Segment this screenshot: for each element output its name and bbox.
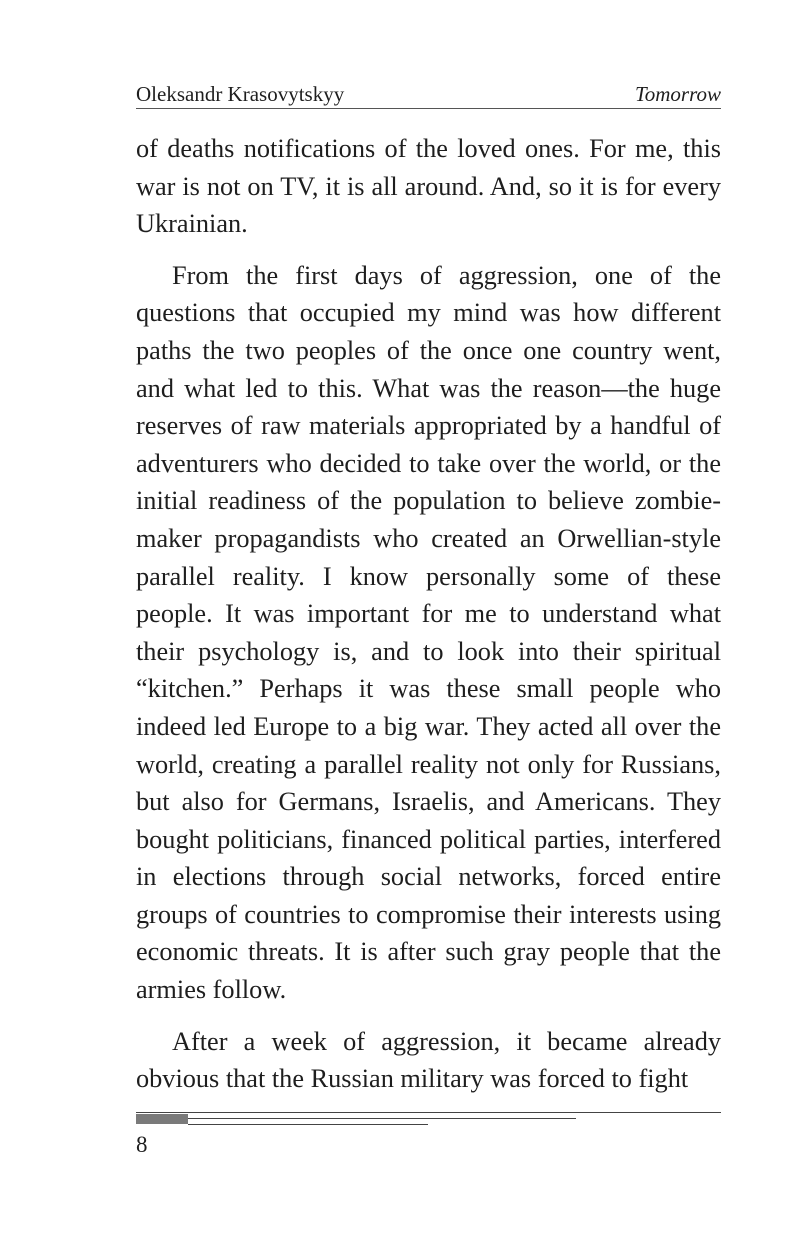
body-text [136,130,721,1112]
footer-rule-mid [188,1118,576,1119]
page-number: 8 [136,1132,148,1157]
paragraph-3: After a week of aggression, it became already obvious that the Russian military was forced to fight [136,1026,721,1094]
footer-rule-long [136,1112,721,1113]
header-author: Oleksandr Krasovytskyy [136,82,345,106]
paragraph-2: From the first days of aggression, one of the questions that occupied my mind was how different paths the two peoples of the once one country went, and what led to this. What was the reason—the huge reserves of raw materials appropriated by a handful of adventurers who decided to take over the world, or the initial readiness of the population to believe zombie-maker propagandists who created an Orwellian-style parallel reality. I know personally some of these people. It was important for me to understand what their psychology is, and to look into their spiritual “kitchen.” Perhaps it was these small people who indeed led Europe to a big war. They acted all over the world, creating a parallel reality not only for Russians, but also for Germans, Israelis, and Americans. They bought politicians, financed political parties, interfered in elections through social networks, forced entire groups of countries to compromise their interests using economic threats. It is after such gray people that the armies follow. [136,260,721,1005]
footer-rule-short [188,1124,428,1125]
paragraph-1: of deaths notifications of the loved ones. For me, this war is not on TV, it is all around. And, so it is for every Ukrainian. [136,134,721,239]
running-header [136,78,721,108]
footer-decoration [136,1112,721,1128]
footer-gray-block [136,1114,188,1124]
header-rule [136,108,721,109]
header-book-title: Tomorrow [635,82,721,106]
